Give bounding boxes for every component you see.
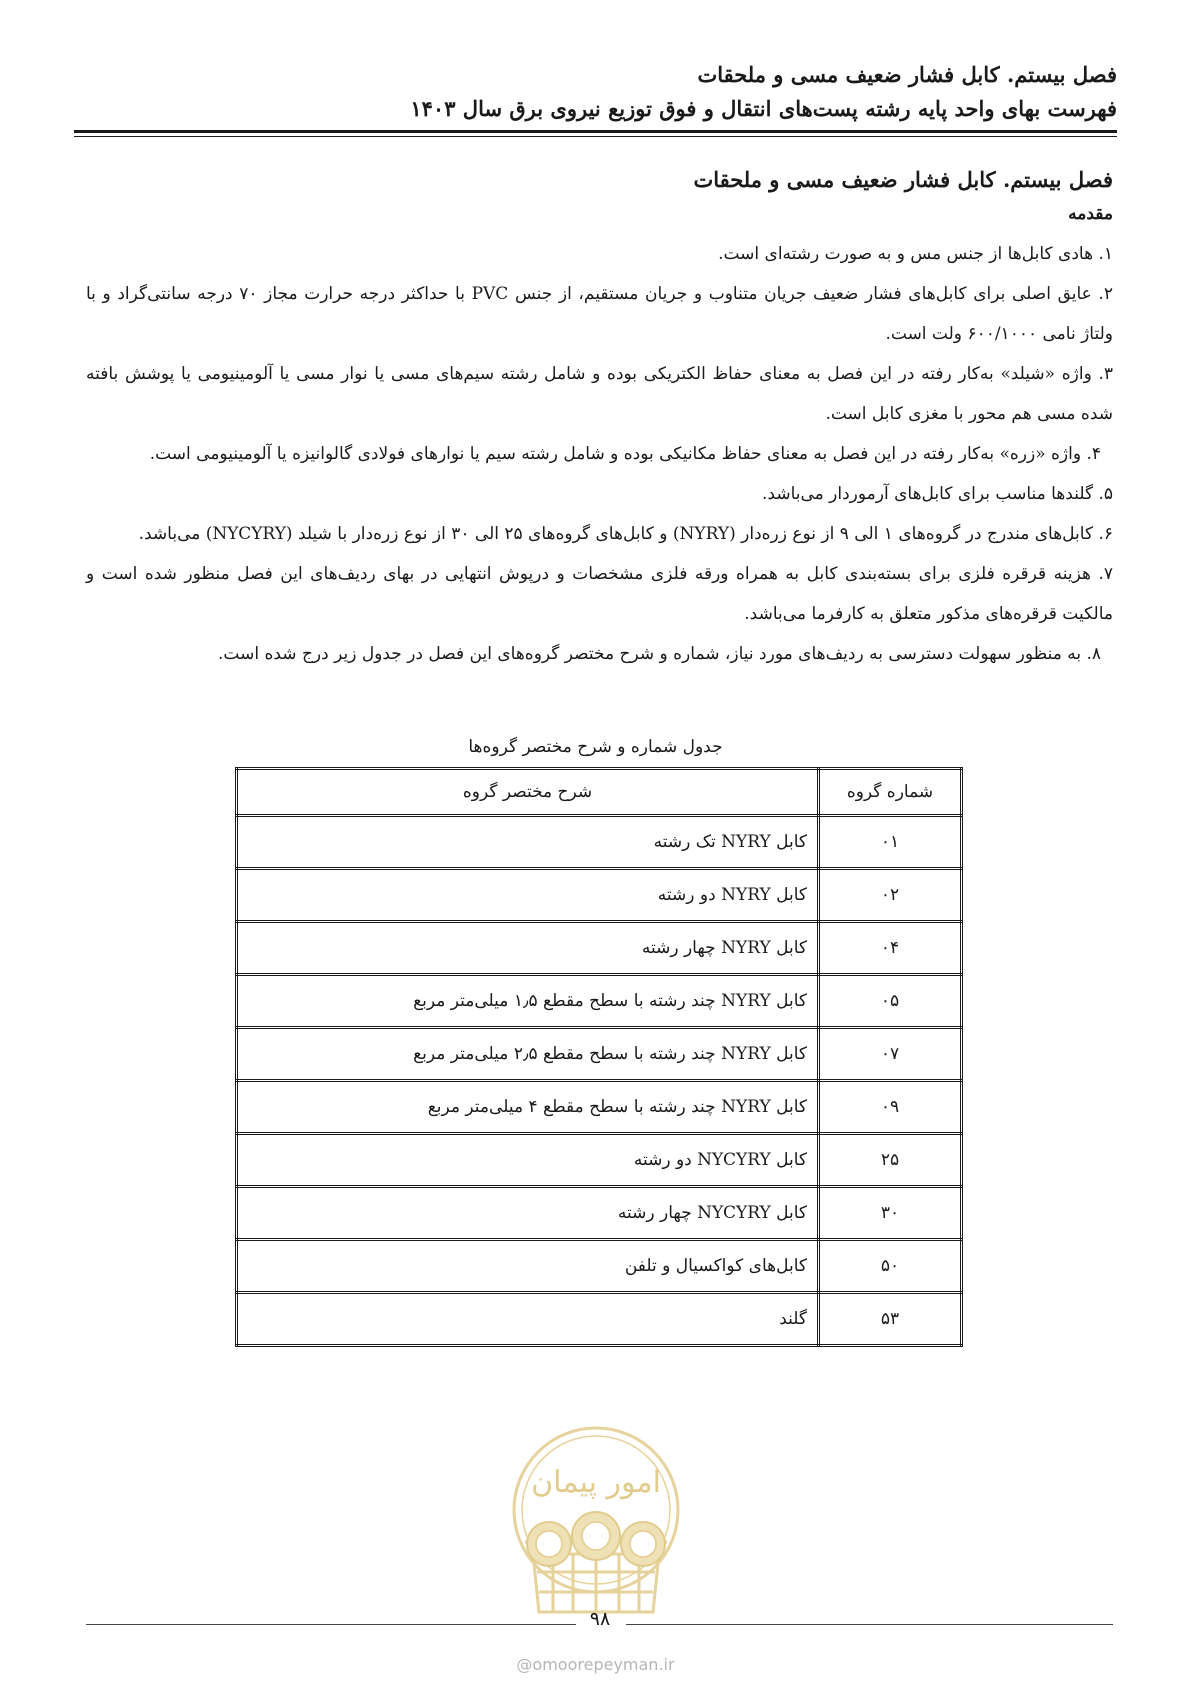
group-description: کابل NYRY چهار رشته: [237, 922, 819, 975]
header-divider-thin: [74, 136, 1117, 137]
table-caption: جدول شماره و شرح مختصر گروه‌ها: [468, 737, 723, 757]
table-header-row: [237, 769, 962, 816]
group-number: ۲۵: [819, 1134, 962, 1187]
page-header: [74, 58, 1117, 126]
table-row: [237, 1240, 962, 1293]
table-row: [237, 869, 962, 922]
group-number: ۰۴: [819, 922, 962, 975]
table-row: [237, 816, 962, 869]
group-description: کابل NYCYRY دو رشته: [237, 1134, 819, 1187]
header-group-description: شرح مختصر گروه: [237, 769, 819, 816]
group-number: ۵۰: [819, 1240, 962, 1293]
table-row: [237, 1081, 962, 1134]
group-description: کابل NYCYRY چهار رشته: [237, 1187, 819, 1240]
group-number: ۳۰: [819, 1187, 962, 1240]
table-row: [237, 1293, 962, 1346]
paragraph-4: ۴. واژه «زره» به‌کار رفته در این فصل به معنای حفاظ مکانیکی بوده و شامل رشته سیم یا نوارهای فولادی گالوانیزه یا آلومینیومی است.: [149, 444, 1101, 464]
main-content: [86, 162, 1113, 674]
header-group-number: شماره گروه: [819, 769, 962, 816]
paragraph-6: ۶. کابل‌های مندرج در گروه‌های ۱ الی ۹ از نوع زره‌دار (NYRY) و کابل‌های گروه‌های ۲۵ الی ۳۰ از نوع زره‌دار با شیلد (NYCYRY) می‌باشد.: [138, 524, 1113, 544]
group-number: ۰۵: [819, 975, 962, 1028]
table-row: [237, 1134, 962, 1187]
group-number: ۰۹: [819, 1081, 962, 1134]
group-description: کابل NYRY چند رشته با سطح مقطع ۴ میلی‌متر مربع: [237, 1081, 819, 1134]
omoorepeyman-logo-icon: [503, 1422, 689, 1632]
table-row: [237, 922, 962, 975]
table-row: [237, 1187, 962, 1240]
watermark-logo-text: امور پیمان: [531, 1465, 661, 1500]
header-divider-thick: [74, 130, 1117, 133]
group-number: ۵۳: [819, 1293, 962, 1346]
groups-table: [235, 767, 963, 1347]
group-description: کابل NYRY تک رشته: [237, 816, 819, 869]
header-chapter-title: فصل بیستم. کابل فشار ضعیف مسی و ملحقات: [697, 62, 1117, 87]
site-url: @omoorepeyman.ir: [516, 1655, 675, 1674]
group-number: ۰۷: [819, 1028, 962, 1081]
paragraph-5: ۵. گلندها مناسب برای کابل‌های آرموردار می‌باشد.: [762, 484, 1113, 504]
page-number: ۹۸: [589, 1608, 611, 1630]
group-number: ۰۲: [819, 869, 962, 922]
group-number: ۰۱: [819, 816, 962, 869]
paragraph-7: ۷. هزینه قرقره فلزی برای بسته‌بندی کابل به همراه ورقه فلزی مشخصات و درپوش انتهایی در بهای ردیف‌های این فصل منظور شده است و مالکیت قرقره‌های مذکور متعلق به کارفرما می‌باشد.: [86, 564, 1113, 624]
group-description: کابل NYRY چند رشته با سطح مقطع ۱٫۵ میلی‌متر مربع: [237, 975, 819, 1028]
group-description: کابل NYRY چند رشته با سطح مقطع ۲٫۵ میلی‌متر مربع: [237, 1028, 819, 1081]
header-document-title: فهرست بهای واحد پایه رشته پست‌های انتقال و فوق توزیع نیروی برق سال ۱۴۰۳: [410, 96, 1117, 121]
paragraph-3: ۳. واژه «شیلد» به‌کار رفته در این فصل به معنای حفاظ الکتریکی بوده و شامل رشته سیم‌های مسی یا نوار مسی یا آلومینیومی یا پوشش بافته شده مسی هم محور با مغزی کابل است.: [86, 364, 1113, 424]
group-description: کابل NYRY دو رشته: [237, 869, 819, 922]
section-title: فصل بیستم. کابل فشار ضعیف مسی و ملحقات: [693, 167, 1113, 192]
group-description: گلند: [237, 1293, 819, 1346]
footer-divider-left: [86, 1624, 576, 1625]
group-description: کابل‌های کواکسیال و تلفن: [237, 1240, 819, 1293]
paragraph-2: ۲. عایق اصلی برای کابل‌های فشار ضعیف جریان متناوب و جریان مستقیم، از جنس PVC با حداکثر درجه حرارت مجاز ۷۰ درجه سانتی‌گراد و با ولتاژ نامی ۶۰۰/۱۰۰۰ ولت است.: [86, 284, 1113, 344]
table-row: [237, 1028, 962, 1081]
footer-divider-right: [626, 1624, 1113, 1625]
paragraph-1: ۱. هادی کابل‌ها از جنس مس و به صورت رشته‌ای است.: [718, 244, 1113, 264]
paragraph-8: ۸. به منظور سهولت دسترسی به ردیف‌های مورد نیاز، شماره و شرح مختصر گروه‌های این فصل در جدول زیر درج شده است.: [218, 644, 1101, 664]
table-row: [237, 975, 962, 1028]
intro-heading: مقدمه: [1068, 204, 1113, 224]
